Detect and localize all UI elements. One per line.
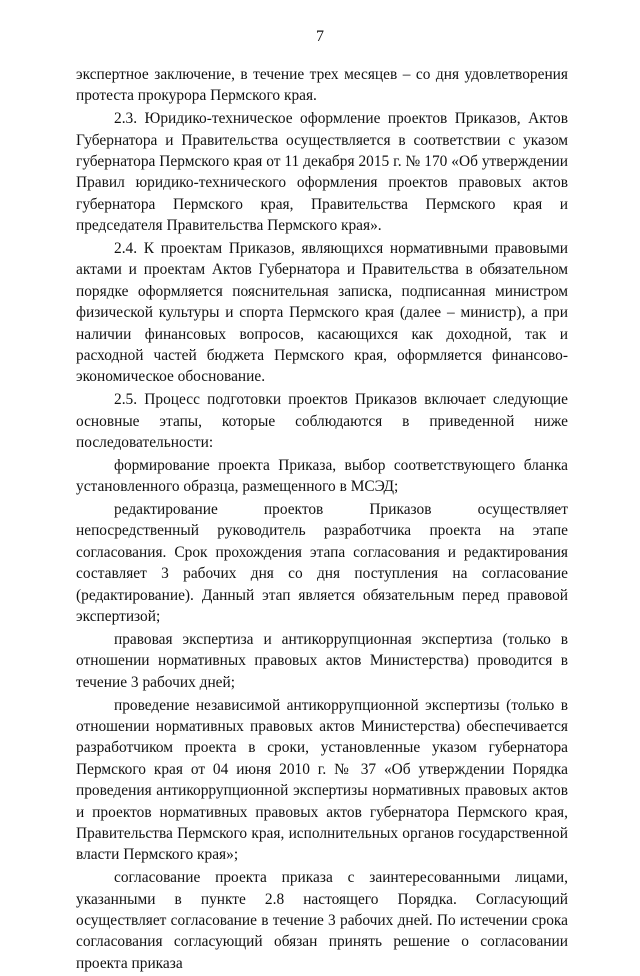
document-body — [76, 64, 568, 976]
paragraph-2-5: 2.5. Процесс подготовки проектов Приказов включает следующие основные этапы, которые соблюдаются в приведенной ниже последовательности: — [76, 391, 568, 452]
stage-approval: согласование проекта приказа с заинтересованными лицами, указанными в пункте 2.8 настоящего Порядка. Согласующий осуществляет согласование в течение 3 рабочих дней. По истечении срока согласования согласующий обязан принять решение о согласовании проекта приказа — [76, 869, 568, 972]
stage-legal-review: правовая экспертиза и антикоррупционная экспертиза (только в отношении нормативных правовых актов Министерства) проводится в течение 3 рабочих дней; — [76, 630, 568, 691]
stage-drafting: формирование проекта Приказа, выбор соответствующего бланка установленного образца, размещенного в МСЭД; — [76, 456, 568, 496]
stage-editing: редактирование проектов Приказов осуществляет непосредственный руководитель разработчика проекта на этапе согласования. Срок прохождения этапа согласования и редактирования составляет 3 рабочих дня со дня поступления на согласование (редактирование). Данный этап является обязательным перед правовой экспертизой; — [76, 501, 568, 626]
paragraph-continuation: экспертное заключение, в течение трех месяцев – со дня удовлетворения протеста прокурора Пермского края. — [76, 66, 568, 105]
page-number: 7 — [316, 28, 324, 45]
paragraph-2-4: 2.4. К проектам Приказов, являющихся нормативными правовыми актами и проектам Актов Губернатора и Правительства в обязательном порядке оформляется пояснительная записка, подписанная министром физической культуры и спорта Пермского края (далее – министр), а при наличии финансовых вопросов, касающихся как доходной, так и расходной частей бюджета Пермского края, оформляется финансово-экономическое обоснование. — [76, 240, 568, 386]
paragraph-2-3: 2.3. Юридико-техническое оформление проектов Приказов, Актов Губернатора и Правительства осуществляется в соответствии с указом губернатора Пермского края от 11 декабря 2015 г. № 170 «Об утверждении Правил юридико-технического оформления проектов правовых актов губернатора Пермского края, Правительства Пермского края и председателя Правительства Пермского края». — [76, 110, 568, 235]
stage-independent-review: проведение независимой антикоррупционной экспертизы (только в отношении нормативных правовых актов Министерства) обеспечивается разработчиком проекта в сроки, установленные указом губернатора Пермского края от 04 июня 2010 г. № 37 «Об утверждении Порядка проведения антикоррупционной экспертизы нормативных правовых актов и проектов нормативных правовых актов губернатора Пермского края, Правительства Пермского края, исполнительных органов государственной власти Пермского края»; — [76, 696, 568, 864]
